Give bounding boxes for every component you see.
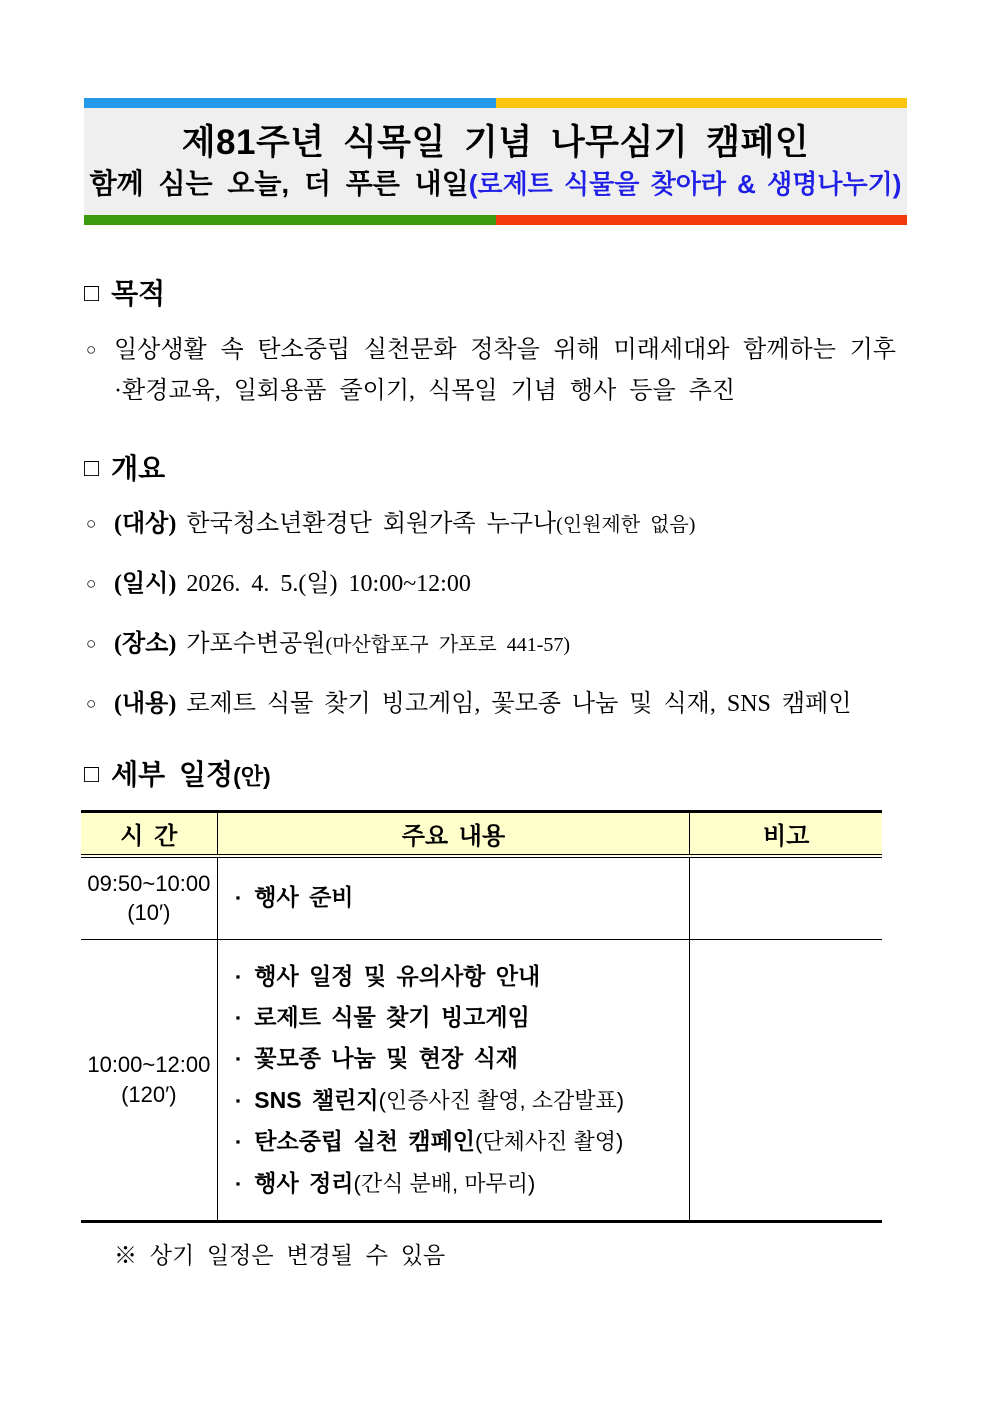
square-bullet-icon: ▪ [235,890,241,906]
item-title: 탄소중립 실천 캠페인 [254,1128,476,1155]
schedule-footnote: ※ 상기 일정은 변경될 수 있음 [114,1243,446,1269]
time-cell [81,856,217,940]
item-label: (장소) [114,630,177,657]
overview-item-text [114,684,851,725]
section-purpose [84,277,907,412]
schedule-item [236,883,684,913]
time-cell [81,940,217,1222]
overview-item-text [114,564,471,605]
item-label: (대상) [114,511,177,538]
section-schedule [84,758,907,1270]
title-banner [84,98,907,225]
content-cell [217,856,690,940]
item-detail: (인증사진 촬영, 소감발표) [378,1087,625,1113]
square-bullet-icon: ▪ [235,968,241,984]
item-title: 행사 준비 [254,884,354,911]
note-cell [690,856,882,940]
schedule-item [236,1003,684,1033]
item-value: 로제트 식물 찾기 빙고게임, 꽃모종 나눔 및 식재, SNS 캠페인 [186,690,852,717]
square-bullet-icon: ▪ [235,1051,241,1067]
campaign-subtitle [88,166,903,201]
col-header-time: 시 간 [81,812,217,856]
overview-heading [84,452,907,486]
note-cell [690,940,882,1222]
overview-item-datetime [84,564,907,605]
item-title: 꽃모종 나눔 및 현장 식재 [254,1045,519,1072]
campaign-title: 제81주년 식목일 기념 나무심기 캠페인 [181,123,810,162]
col-header-content: 주요 내용 [217,812,690,856]
item-title: 행사 정리 [254,1169,354,1196]
item-value: 가포수변공원 [186,630,326,657]
square-marker-icon: □ [84,760,100,789]
circle-bullet-icon: ○ [86,574,97,594]
time-duration: (120′) [121,1082,177,1108]
section-overview [84,452,907,725]
square-bullet-icon: ▪ [235,1134,241,1150]
time-duration: (10′) [127,900,171,926]
subtitle-main: 함께 심는 오늘, 더 푸른 내일 [89,167,469,199]
circle-bullet-icon: ○ [86,514,97,534]
schedule-heading [84,758,907,792]
square-bullet-icon: ▪ [235,1092,241,1108]
square-marker-icon: □ [84,453,100,482]
schedule-heading-suffix: (안) [233,763,271,790]
time-range: 10:00~12:00 [87,1052,211,1078]
col-header-note: 비고 [690,812,882,856]
item-label: (일시) [114,571,177,598]
item-detail: (단체사진 촬영) [475,1129,624,1155]
table-row [81,940,882,1222]
item-value: 한국청소년환경단 회원가족 누구나 [186,511,557,538]
top-bar-blue-segment [84,98,496,108]
table-header-row [81,812,882,856]
purpose-heading [84,277,907,311]
schedule-item [236,1127,684,1157]
bottom-bar-green-segment [84,215,496,225]
overview-item-text [114,504,695,545]
schedule-item [236,1169,684,1199]
item-value: 2026. 4. 5.(일) 10:00~12:00 [186,571,471,598]
banner-top-bar [84,98,907,108]
schedule-item [236,1044,684,1074]
circle-bullet-icon: ○ [86,340,97,360]
item-detail: (간식 분배, 마무리) [353,1170,536,1196]
item-title: SNS 챌린지 [254,1086,379,1113]
item-title: 행사 일정 및 유의사항 안내 [254,962,541,989]
square-bullet-icon: ▪ [235,1175,241,1191]
purpose-paragraph [84,330,907,412]
banner-body [84,108,907,215]
item-title: 로제트 식물 찾기 빙고게임 [254,1003,530,1030]
overview-item-target [84,504,907,545]
bottom-bar-red-segment [496,215,908,225]
purpose-heading-label: 목적 [111,277,166,309]
overview-item-location [84,624,907,665]
item-subtext: (마산합포구 가포로 441-57) [325,633,571,656]
overview-item-text [114,624,570,665]
schedule-heading-label: 세부 일정 [111,759,234,791]
banner-bottom-bar [84,215,907,225]
item-subtext: (인원제한 없음) [556,514,696,537]
circle-bullet-icon: ○ [86,633,97,653]
square-marker-icon: □ [84,278,100,307]
top-bar-yellow-segment [496,98,908,108]
circle-bullet-icon: ○ [86,693,97,713]
schedule-item [236,962,684,992]
overview-item-content [84,684,907,725]
item-label: (내용) [114,690,177,717]
square-bullet-icon: ▪ [235,1009,241,1025]
purpose-text: 일상생활 속 탄소중립 실천문화 정착을 위해 미래세대와 함께하는 기후·환경교육, 일회용품 줄이기, 식목일 기념 행사 등을 추진 [114,337,896,404]
content-cell [217,940,690,1222]
schedule-item [236,1086,684,1116]
overview-heading-label: 개요 [111,452,166,484]
schedule-table [81,810,882,1223]
time-range: 09:50~10:00 [87,870,211,896]
table-row [81,856,882,940]
subtitle-highlight: (로제트 식물을 찾아라 & 생명나누기) [468,168,902,199]
